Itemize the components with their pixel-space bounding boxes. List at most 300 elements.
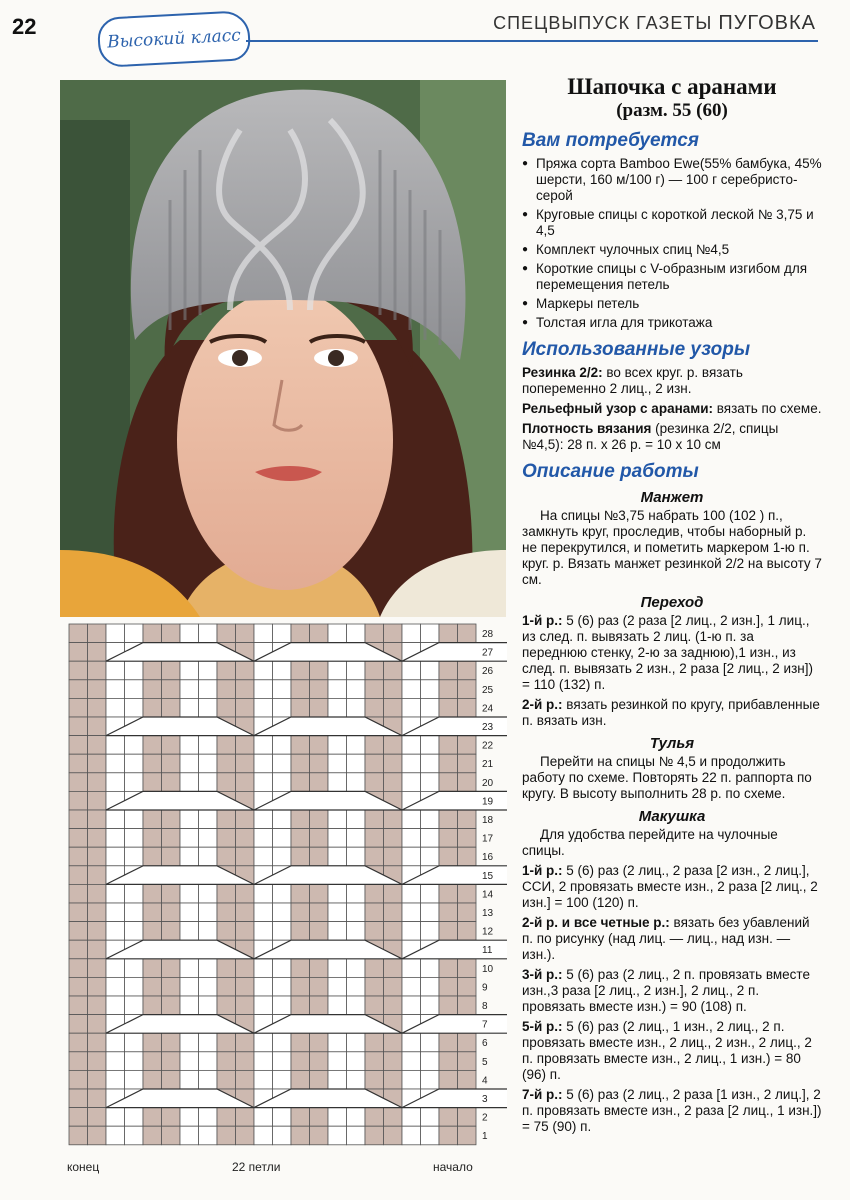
chart-row-label: 14 [482, 889, 494, 901]
chart-cell [125, 1052, 144, 1071]
chart-cell [125, 1070, 144, 1089]
chart-cell [421, 977, 440, 996]
chart-cell [310, 922, 329, 941]
chart-cell [199, 680, 218, 699]
chart-cell [458, 1108, 477, 1127]
chart-cell [69, 643, 88, 662]
chart-cell [162, 698, 181, 717]
chart-cell [69, 680, 88, 699]
chart-cell [125, 977, 144, 996]
chart-cell [236, 996, 255, 1015]
chart-cell [106, 996, 125, 1015]
chart-cell [180, 680, 199, 699]
chart-cell [365, 1126, 384, 1145]
chart-cell [236, 736, 255, 755]
chart-cell [143, 624, 162, 643]
chart-cell [328, 977, 347, 996]
chart-cell [199, 754, 218, 773]
crown-heading: Тулья [649, 735, 695, 752]
chart-cell [365, 698, 384, 717]
chart-cell [217, 1070, 236, 1089]
chart-cell [273, 1126, 292, 1145]
chart-cell [273, 1108, 292, 1127]
top-heading: Макушка [638, 808, 706, 825]
chart-cell [328, 661, 347, 680]
chart-cell [310, 680, 329, 699]
chart-cell [402, 661, 421, 680]
chart-cell [365, 1070, 384, 1089]
chart-cell [236, 624, 255, 643]
chart-cell [143, 903, 162, 922]
chart-cell [402, 754, 421, 773]
chart-cell [88, 698, 107, 717]
chart-cell [458, 977, 477, 996]
chart-cell [384, 1108, 403, 1127]
chart-cell [421, 1126, 440, 1145]
chart-cell [439, 922, 458, 941]
article-text [522, 70, 822, 1139]
chart-cell [180, 810, 199, 829]
chart-cell [402, 959, 421, 978]
chart-cell [402, 1126, 421, 1145]
chart-cell [458, 773, 477, 792]
top-row: 2-й р. и все четные р.: вязать без убавлений п. по рисунку (над лиц. — лиц., над изн. — изн.). [522, 915, 810, 962]
chart-cell [106, 680, 125, 699]
chart-cell [88, 810, 107, 829]
chart-cell [162, 680, 181, 699]
chart-cell [328, 959, 347, 978]
chart-cell [254, 810, 273, 829]
article-title: Шапочка с аранами [567, 74, 777, 99]
chart-cell [273, 977, 292, 996]
chart-cell [347, 810, 366, 829]
chart-cell [236, 884, 255, 903]
chart-cell [458, 884, 477, 903]
chart-cell [384, 661, 403, 680]
chart-cell [458, 680, 477, 699]
chart-cell [69, 866, 88, 885]
chart-cell [328, 829, 347, 848]
chart-cell [384, 922, 403, 941]
chart-cell [458, 922, 477, 941]
chart-row-label: 23 [482, 722, 494, 733]
chart-cell [254, 624, 273, 643]
chart-cell [180, 754, 199, 773]
chart-cell [69, 847, 88, 866]
chart-row-label: 11 [482, 945, 493, 957]
chart-cell [365, 996, 384, 1015]
chart-cell [402, 903, 421, 922]
chart-cell [458, 661, 477, 680]
chart-stitch-count-label: 22 петли [232, 1160, 281, 1174]
material-item: ● Круговые спицы с короткой леской № 3,75 и 4,5 [522, 207, 822, 239]
chart-cell [291, 754, 310, 773]
chart-cell [180, 1052, 199, 1071]
chart-cell [310, 698, 329, 717]
chart-cell [236, 1108, 255, 1127]
chart-cell [69, 736, 88, 755]
chart-cell [125, 922, 144, 941]
chart-cell [88, 736, 107, 755]
chart-cell [273, 1052, 292, 1071]
chart-cell [199, 903, 218, 922]
chart-cell [347, 754, 366, 773]
chart-cell [236, 661, 255, 680]
chart-cell [384, 977, 403, 996]
chart-cell [180, 1126, 199, 1145]
chart-cell [125, 754, 144, 773]
chart-cell [310, 810, 329, 829]
chart-cell [106, 829, 125, 848]
chart-cell [106, 903, 125, 922]
chart-cell [347, 661, 366, 680]
chart-cell [162, 1033, 181, 1052]
chart-cell [347, 847, 366, 866]
chart-cell [310, 736, 329, 755]
chart-cell [162, 1126, 181, 1145]
chart-cell [291, 680, 310, 699]
chart-cell [162, 922, 181, 941]
chart-cell [217, 1108, 236, 1127]
chart-cell [273, 959, 292, 978]
chart-cell [199, 829, 218, 848]
chart-cell [347, 829, 366, 848]
chart-cell [217, 959, 236, 978]
chart-cell [291, 847, 310, 866]
chart-cell [217, 736, 236, 755]
chart-cell [143, 1070, 162, 1089]
transition-heading: Переход [640, 594, 704, 611]
chart-cell [402, 680, 421, 699]
chart-start-label: начало [433, 1160, 473, 1174]
material-item: ● Пряжа сорта Bamboo Ewe(55% бамбука, 45% шерсти, 160 м/100 г) — 100 г серебристо-серой [522, 156, 822, 204]
chart-cell [458, 996, 477, 1015]
chart-cell [291, 1052, 310, 1071]
chart-cell [421, 922, 440, 941]
chart-cell [88, 959, 107, 978]
chart-cell [88, 624, 107, 643]
chart-cell [180, 1108, 199, 1127]
chart-cell [384, 1052, 403, 1071]
chart-cell [162, 959, 181, 978]
chart-cell [273, 847, 292, 866]
chart-cell [328, 1033, 347, 1052]
chart-cell [88, 1015, 107, 1034]
chart-cell [236, 1052, 255, 1071]
chart-row-label: 10 [482, 963, 494, 975]
chart-cell [328, 922, 347, 941]
chart-cell [143, 847, 162, 866]
chart-cell [106, 1052, 125, 1071]
chart-cell [69, 661, 88, 680]
chart-cell [273, 680, 292, 699]
chart-cell [143, 810, 162, 829]
chart-cell [458, 624, 477, 643]
material-item: ● Толстая игла для трикотажа [522, 315, 822, 331]
chart-cell [180, 977, 199, 996]
chart-cell [125, 847, 144, 866]
chart-cell [236, 1126, 255, 1145]
chart-cell [439, 773, 458, 792]
chart-cell [143, 680, 162, 699]
chart-cell [439, 1052, 458, 1071]
chart-cell [291, 810, 310, 829]
chart-cell [291, 922, 310, 941]
chart-cell [310, 1070, 329, 1089]
chart-cell [421, 773, 440, 792]
chart-cell [291, 996, 310, 1015]
chart-cell [421, 1108, 440, 1127]
chart-cell [162, 661, 181, 680]
chart-cell [384, 680, 403, 699]
chart-cell [143, 996, 162, 1015]
chart-cell [273, 922, 292, 941]
chart-cell [199, 624, 218, 643]
chart-cell [162, 1052, 181, 1071]
chart-cell [439, 1070, 458, 1089]
chart-cell [162, 1108, 181, 1127]
chart-cell [106, 1108, 125, 1127]
chart-cell [347, 698, 366, 717]
chart-cell [328, 736, 347, 755]
chart-cell [162, 736, 181, 755]
chart-cell [69, 810, 88, 829]
chart-row-label: 8 [482, 1001, 488, 1012]
chart-cell [347, 1033, 366, 1052]
chart-cell [236, 959, 255, 978]
chart-cell [365, 1033, 384, 1052]
chart-cell [236, 698, 255, 717]
chart-cell [254, 847, 273, 866]
chart-cell [328, 810, 347, 829]
chart-cell [88, 1033, 107, 1052]
chart-cell [180, 959, 199, 978]
chart-cell [347, 959, 366, 978]
chart-cell [439, 996, 458, 1015]
chart-cell [88, 717, 107, 736]
chart-cell [439, 810, 458, 829]
chart-cell [421, 1070, 440, 1089]
chart-cell [273, 1033, 292, 1052]
chart-cell [458, 847, 477, 866]
chart-cell [180, 884, 199, 903]
chart-cell [273, 996, 292, 1015]
chart-cell [291, 1070, 310, 1089]
chart-cell [365, 661, 384, 680]
chart-row-label: 25 [482, 684, 494, 696]
chart-cell [162, 829, 181, 848]
chart-row-label: 18 [482, 815, 494, 826]
chart-cell [273, 884, 292, 903]
chart-cell [273, 698, 292, 717]
page-header [0, 0, 850, 72]
chart-cell [106, 773, 125, 792]
chart-cell [439, 903, 458, 922]
chart-cell [106, 661, 125, 680]
chart-cell [199, 922, 218, 941]
chart-cell [347, 1126, 366, 1145]
chart-cell [180, 624, 199, 643]
header-rule [246, 40, 818, 42]
chart-cell [273, 754, 292, 773]
chart-cell [254, 1126, 273, 1145]
top-row: 5-й р.: 5 (6) раз (2 лиц., 1 изн., 2 лиц., 2 п. провязать вместе изн., 2 лиц., 2 изн., 2 лиц., 2 п. провязать вместе изн., 2 лиц., 1 изн.) = 80 (96) п. [522, 1019, 812, 1082]
chart-cell [88, 903, 107, 922]
chart-cell [106, 810, 125, 829]
chart-cell [365, 773, 384, 792]
chart-cell [125, 624, 144, 643]
chart-cell [88, 977, 107, 996]
chart-cell [217, 698, 236, 717]
chart-cell [69, 1126, 88, 1145]
chart-cell [125, 773, 144, 792]
publication-brand: ПУГОВКА [718, 12, 816, 34]
chart-cell [88, 773, 107, 792]
pattern-rib: Резинка 2/2: во всех круг. р. вязать попеременно 2 лиц., 2 изн. [522, 365, 743, 396]
chart-cell [402, 1108, 421, 1127]
chart-cell [458, 903, 477, 922]
chart-cell [439, 754, 458, 773]
chart-cell [106, 847, 125, 866]
chart-cell [69, 977, 88, 996]
chart-cell [384, 829, 403, 848]
chart-cell [402, 1070, 421, 1089]
chart-cell [180, 847, 199, 866]
chart-cell [217, 977, 236, 996]
chart-cell [254, 1108, 273, 1127]
chart-row-label: 20 [482, 777, 494, 789]
chart-cell [328, 996, 347, 1015]
chart-cell [217, 810, 236, 829]
chart-cell [273, 773, 292, 792]
chart-row-label: 9 [482, 982, 488, 994]
chart-cell [236, 1070, 255, 1089]
chart-cell [439, 736, 458, 755]
chart-cell [199, 1070, 218, 1089]
chart-cell [439, 959, 458, 978]
chart-cell [217, 754, 236, 773]
chart-cell [402, 810, 421, 829]
chart-cell [254, 1070, 273, 1089]
chart-cell [236, 773, 255, 792]
chart-cell [254, 959, 273, 978]
chart-cell [199, 884, 218, 903]
work-heading: Описание работы [522, 461, 699, 482]
chart-cell [254, 903, 273, 922]
chart-cell [421, 1033, 440, 1052]
chart-cell [384, 996, 403, 1015]
chart-cell [88, 1089, 107, 1108]
chart-cell [162, 903, 181, 922]
chart-cell [273, 736, 292, 755]
chart-cell [439, 884, 458, 903]
chart-cell [106, 977, 125, 996]
chart-cell [88, 996, 107, 1015]
chart-cell [217, 829, 236, 848]
chart-cell [421, 661, 440, 680]
chart-cell [162, 977, 181, 996]
chart-cell [347, 977, 366, 996]
chart-cell [402, 624, 421, 643]
chart-cell [402, 773, 421, 792]
chart-cell [458, 1033, 477, 1052]
chart-cell [106, 1070, 125, 1089]
chart-cell [291, 1126, 310, 1145]
chart-cell [310, 996, 329, 1015]
chart-cell [254, 773, 273, 792]
chart-cell [347, 903, 366, 922]
chart-cell [125, 680, 144, 699]
chart-cell [143, 754, 162, 773]
chart-cell [199, 698, 218, 717]
chart-cell [421, 829, 440, 848]
chart-cell [458, 810, 477, 829]
chart-cell [254, 1033, 273, 1052]
chart-cell [328, 754, 347, 773]
chart-cell [291, 736, 310, 755]
chart-row-label: 12 [482, 926, 494, 938]
material-item: ● Короткие спицы с V-образным изгибом для перемещения петель [522, 261, 822, 293]
chart-cell [254, 1052, 273, 1071]
chart-cell [402, 847, 421, 866]
section-logo: Высокий класс [97, 10, 251, 68]
materials-list [522, 156, 822, 331]
chart-cell [273, 903, 292, 922]
chart-cell [328, 1108, 347, 1127]
chart-cell [69, 624, 88, 643]
chart-row-label: 24 [482, 703, 494, 715]
chart-cell [69, 1033, 88, 1052]
chart-cell [273, 624, 292, 643]
chart-row-label: 16 [482, 852, 494, 864]
chart-cell [458, 754, 477, 773]
chart-cell [69, 829, 88, 848]
chart-cell [162, 773, 181, 792]
chart-cell [310, 1052, 329, 1071]
chart-cell [310, 959, 329, 978]
chart-cell [273, 810, 292, 829]
chart-cell [217, 1126, 236, 1145]
chart-cell [365, 736, 384, 755]
chart-cell [143, 1108, 162, 1127]
chart-cell [143, 661, 162, 680]
chart-cell [69, 996, 88, 1015]
chart-cell [384, 773, 403, 792]
chart-cell [125, 903, 144, 922]
chart-cell [217, 1052, 236, 1071]
chart-cell [254, 996, 273, 1015]
chart-cell [365, 624, 384, 643]
chart-row-label: 15 [482, 870, 494, 882]
chart-cell [328, 773, 347, 792]
chart-cell [365, 959, 384, 978]
hat-photo [60, 80, 506, 617]
chart-cell [310, 661, 329, 680]
chart-cell [88, 847, 107, 866]
chart-cell [236, 829, 255, 848]
chart-cell [254, 736, 273, 755]
chart-cell [125, 1033, 144, 1052]
chart-cell [199, 847, 218, 866]
chart-cell [421, 736, 440, 755]
chart-cell [236, 810, 255, 829]
chart-cell [143, 884, 162, 903]
article-size: (разм. 55 (60) [616, 100, 728, 121]
chart-cell [88, 791, 107, 810]
chart-cell [421, 810, 440, 829]
chart-cell [217, 922, 236, 941]
chart-cell [458, 1126, 477, 1145]
